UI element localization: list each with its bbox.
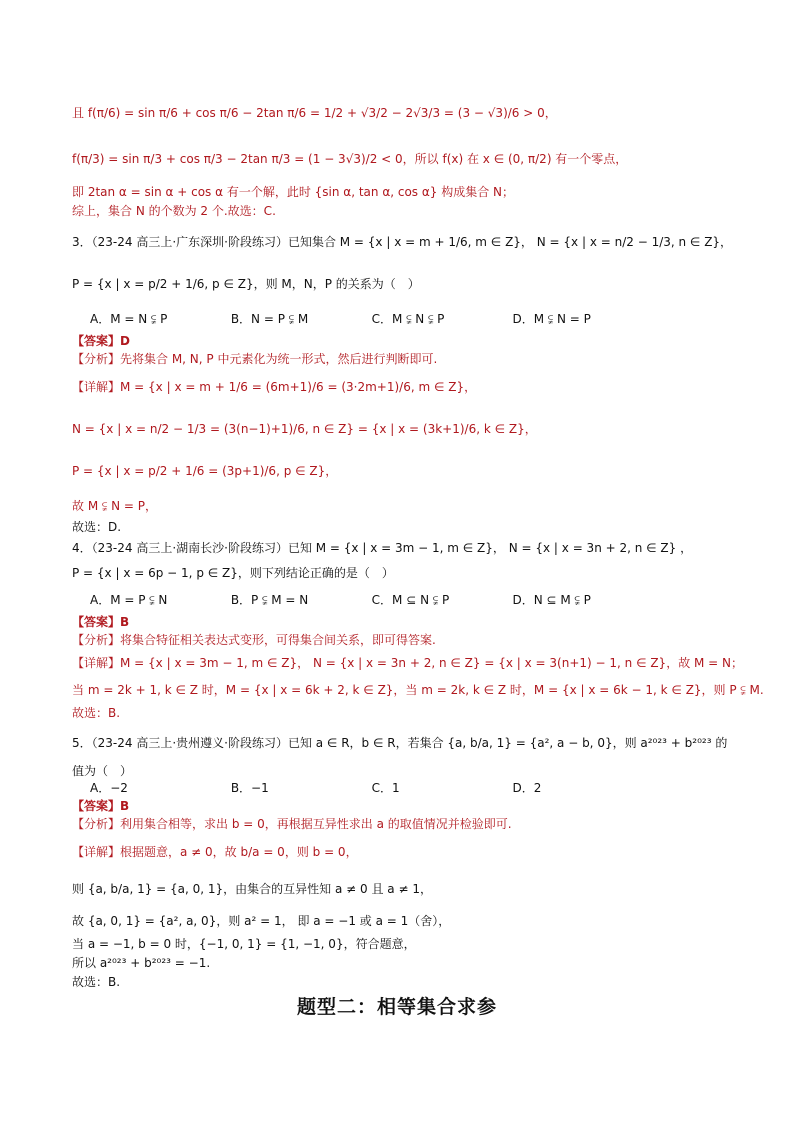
q4-options bbox=[90, 591, 591, 609]
q4-option-d: D．N ⊆ M ⫋ P bbox=[512, 593, 591, 607]
q5-option-d: D．2 bbox=[512, 781, 542, 795]
text-line: 故 {a, 0, 1} = {a², a, 0}，则 a² = 1， 即 a = −1 或 a = 1（舍）， bbox=[72, 914, 451, 928]
text-line: 当 a = −1, b = 0 时，{−1, 0, 1} = {1, −1, 0}，符合题意， bbox=[72, 937, 416, 951]
text-line: 故选：D. bbox=[72, 520, 122, 534]
text-line: P = {x | x = 6p − 1, p ∈ Z}，则下列结论正确的是（ ） bbox=[72, 566, 394, 580]
q3-option-b: B．N = P ⫋ M bbox=[230, 312, 309, 326]
text-line: 故选：B. bbox=[72, 975, 121, 989]
text-line: 则 {a, b/a, 1} = {a, 0, 1}，由集合的互异性知 a ≠ 0 且 a ≠ 1， bbox=[72, 882, 432, 896]
q4-option-c: C．M ⊆ N ⫋ P bbox=[371, 593, 450, 607]
text-line: 【答案】B bbox=[72, 615, 130, 629]
text-line: 【详解】根据题意，a ≠ 0，故 b/a = 0，则 b = 0， bbox=[72, 845, 358, 859]
q4-option-a: A．M = P ⫋ N bbox=[90, 593, 168, 607]
q3-options bbox=[90, 310, 591, 328]
text-line: 即 2tan α = sin α + cos α 有一个解，此时 {sin α, tan α, cos α} 构成集合 N； bbox=[72, 185, 515, 199]
text-line: 【详解】M = {x | x = 3m − 1, m ∈ Z}， N = {x | x = 3n + 2, n ∈ Z} = {x | x = 3(n+1) − 1, n ∈ Z}，故 M = N； bbox=[72, 656, 744, 670]
text-line: 3．（23-24 高三上·广东深圳·阶段练习）已知集合 M = {x | x = m + 1/6, m ∈ Z}， N = {x | x = n/2 − 1/3, n ∈ Z}， bbox=[72, 235, 733, 249]
text-line: 5．（23-24 高三上·贵州遵义·阶段练习）已知 a ∈ R，b ∈ R，若集合 {a, b/a, 1} = {a², a − b, 0}，则 a²⁰²³ + b²⁰²³ 的 bbox=[72, 736, 728, 750]
q5-option-a: A．−2 bbox=[90, 781, 128, 795]
text-line: 故选：B. bbox=[72, 706, 121, 720]
q3-option-c: C．M ⫋ N ⫋ P bbox=[371, 312, 445, 326]
text-line: 【详解】M = {x | x = m + 1/6 = (6m+1)/6 = (3·2m+1)/6, m ∈ Z}， bbox=[72, 380, 477, 394]
text-line: 【分析】利用集合相等，求出 b = 0，再根据互异性求出 a 的取值情况并检验即可. bbox=[72, 817, 512, 831]
text-line: 所以 a²⁰²³ + b²⁰²³ = −1. bbox=[72, 956, 211, 970]
text-line: f(π/3) = sin π/3 + cos π/3 − 2tan π/3 = (1 − 3√3)/2 < 0，所以 f(x) 在 x ∈ (0, π/2) 有一个零点， bbox=[72, 152, 628, 166]
q5-option-c: C．1 bbox=[371, 781, 400, 795]
text-line: N = {x | x = n/2 − 1/3 = (3(n−1)+1)/6, n ∈ Z} = {x | x = (3k+1)/6, k ∈ Z}， bbox=[72, 422, 537, 436]
text-line: 【分析】先将集合 M, N, P 中元素化为统一形式，然后进行判断即可. bbox=[72, 352, 438, 366]
q5-option-b: B．−1 bbox=[230, 781, 269, 795]
text-line: P = {x | x = p/2 + 1/6, p ∈ Z}，则 M，N，P 的关系为（ ） bbox=[72, 277, 420, 291]
text-line: 综上，集合 N 的个数为 2 个.故选：C. bbox=[72, 204, 276, 218]
q3-option-a: A．M = N ⫋ P bbox=[90, 312, 168, 326]
q5-options bbox=[90, 779, 541, 797]
text-line: 故 M ⫋ N = P， bbox=[72, 499, 157, 513]
text-line: 【分析】将集合特征相关表达式变形，可得集合间关系，即可得答案. bbox=[72, 633, 436, 647]
text-line: P = {x | x = p/2 + 1/6 = (3p+1)/6, p ∈ Z}， bbox=[72, 464, 338, 478]
text-line: 【答案】D bbox=[72, 334, 130, 348]
section-heading: 题型二：相等集合求参 bbox=[296, 996, 497, 1018]
text-line: 值为（ ） bbox=[72, 764, 133, 778]
text-line: 当 m = 2k + 1, k ∈ Z 时，M = {x | x = 6k + 2, k ∈ Z}，当 m = 2k, k ∈ Z 时，M = {x | x = 6k − 1, k ∈ Z}，则 P ⫋ M. bbox=[72, 683, 764, 697]
q4-option-b: B．P ⫋ M = N bbox=[230, 593, 309, 607]
text-line: 且 f(π/6) = sin π/6 + cos π/6 − 2tan π/6 = 1/2 + √3/2 − 2√3/3 = (3 − √3)/6 > 0， bbox=[72, 106, 557, 120]
text-line: 【答案】B bbox=[72, 799, 130, 813]
text-line: 4．（23-24 高三上·湖南长沙·阶段练习）已知 M = {x | x = 3m − 1, m ∈ Z}， N = {x | x = 3n + 2, n ∈ Z} ， bbox=[72, 541, 693, 555]
q3-option-d: D．M ⫋ N = P bbox=[512, 312, 591, 326]
